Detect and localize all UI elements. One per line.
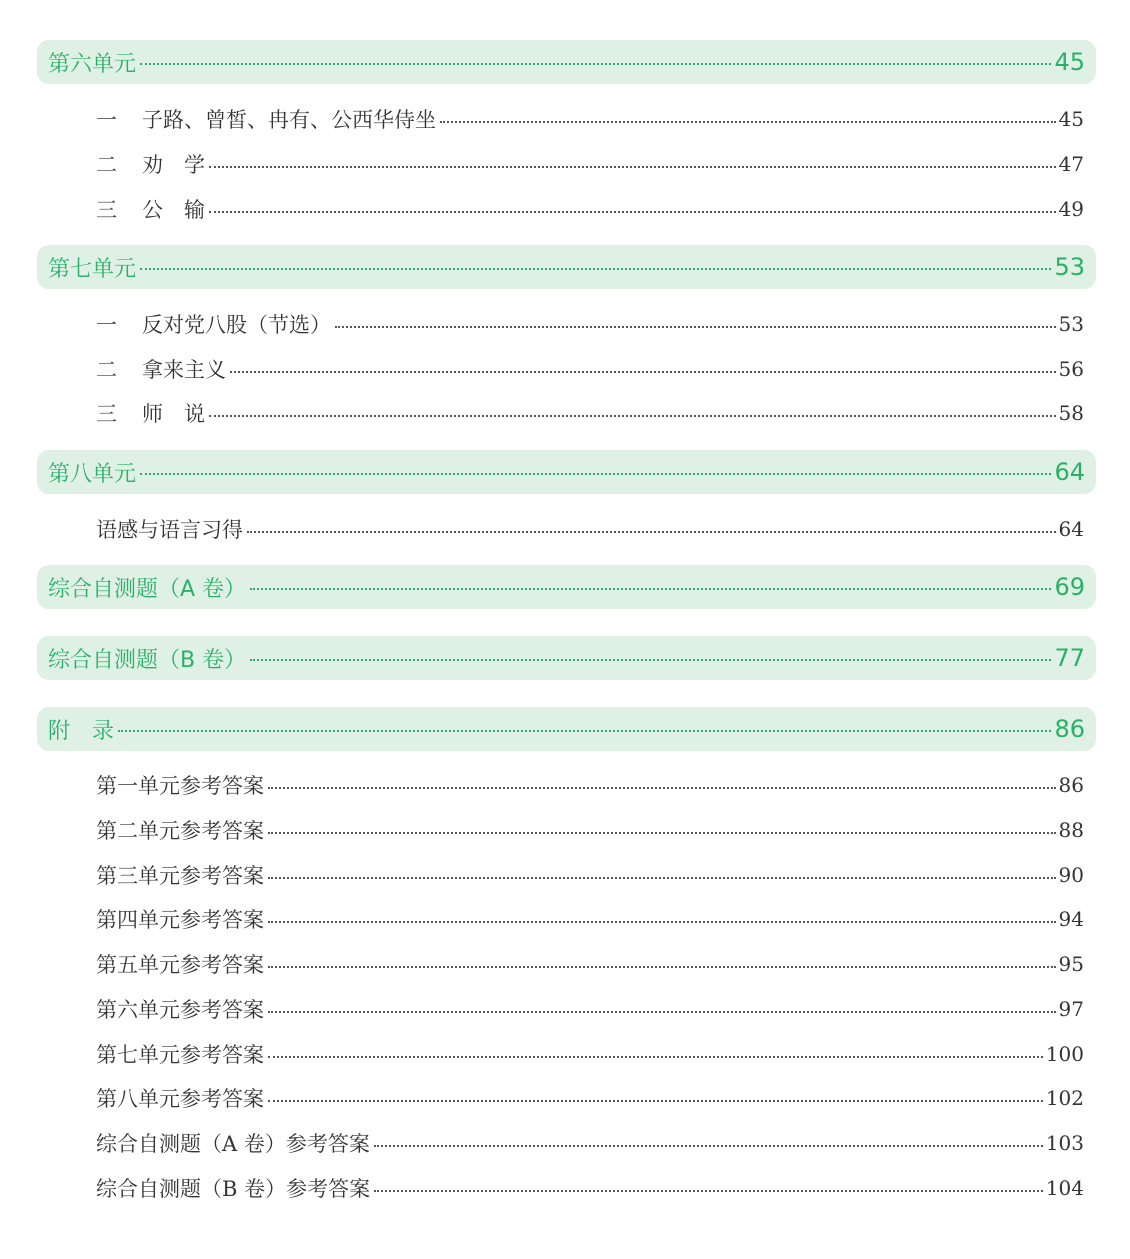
toc-entry[interactable] [96, 949, 1084, 979]
section-title: 综合自测题（B 卷） [48, 647, 247, 673]
dot-leader [140, 268, 1051, 270]
dot-leader [440, 121, 1056, 123]
dot-leader [268, 966, 1056, 968]
entry-number: 二 [96, 153, 117, 177]
toc-section-header[interactable] [37, 245, 1096, 289]
entry-number: 三 [96, 402, 117, 426]
toc-entry[interactable] [96, 860, 1084, 890]
toc-entry[interactable] [96, 309, 1084, 339]
entry-number: 二 [96, 358, 117, 382]
dot-leader [268, 1011, 1056, 1013]
dot-leader [230, 371, 1056, 373]
entry-page-number: 64 [1058, 517, 1084, 541]
dot-leader [268, 1100, 1043, 1102]
entry-title: 综合自测题（A 卷）参考答案 [96, 1132, 370, 1156]
entry-title: 拿来主义 [142, 358, 226, 382]
entry-page-number: 45 [1058, 107, 1084, 131]
entry-page-number: 90 [1058, 863, 1084, 887]
dot-leader [209, 166, 1056, 168]
entry-title: 第二单元参考答案 [96, 819, 264, 843]
dot-leader [268, 877, 1056, 879]
dot-leader [140, 473, 1051, 475]
entry-page-number: 97 [1058, 997, 1084, 1021]
dot-leader [268, 787, 1056, 789]
entry-page-number: 58 [1058, 401, 1084, 425]
entry-title: 第三单元参考答案 [96, 864, 264, 888]
entry-page-number: 88 [1058, 818, 1084, 842]
toc-entry[interactable] [96, 1039, 1084, 1069]
dot-leader [118, 730, 1051, 732]
entry-number: 三 [96, 198, 117, 222]
entry-title: 语感与语言习得 [96, 518, 243, 542]
entry-title: 第七单元参考答案 [96, 1043, 264, 1067]
section-title: 第六单元 [48, 51, 137, 77]
toc-section-header[interactable] [37, 565, 1096, 609]
toc-entry[interactable] [96, 354, 1084, 384]
entry-page-number: 95 [1058, 952, 1084, 976]
dot-leader [250, 659, 1051, 661]
entry-page-number: 47 [1058, 152, 1084, 176]
dot-leader [268, 832, 1056, 834]
entry-title: 反对党八股（节选） [142, 313, 331, 337]
toc-entry[interactable] [96, 1173, 1084, 1203]
toc-entry[interactable] [96, 514, 1084, 544]
entry-page-number: 104 [1045, 1176, 1084, 1200]
toc-entry[interactable] [96, 194, 1084, 224]
dot-leader [209, 415, 1056, 417]
entry-title: 第四单元参考答案 [96, 908, 264, 932]
entry-title: 第一单元参考答案 [96, 774, 264, 798]
entry-page-number: 102 [1045, 1086, 1084, 1110]
entry-title: 公 输 [142, 198, 205, 222]
dot-leader [374, 1190, 1043, 1192]
entry-page-number: 100 [1045, 1042, 1084, 1066]
toc-entry[interactable] [96, 149, 1084, 179]
dot-leader [250, 588, 1051, 590]
entry-number: 一 [96, 313, 117, 337]
section-page-number: 53 [1054, 253, 1085, 281]
toc-entry[interactable] [96, 104, 1084, 134]
toc-entry[interactable] [96, 398, 1084, 428]
toc-entry[interactable] [96, 1083, 1084, 1113]
entry-number: 一 [96, 108, 117, 132]
entry-title: 第六单元参考答案 [96, 998, 264, 1022]
toc-section-header[interactable] [37, 40, 1096, 84]
dot-leader [374, 1145, 1043, 1147]
dot-leader [209, 211, 1056, 213]
section-title: 第八单元 [48, 461, 137, 487]
dot-leader [268, 921, 1056, 923]
toc-section-header[interactable] [37, 636, 1096, 680]
section-page-number: 45 [1054, 48, 1085, 76]
section-page-number: 69 [1054, 573, 1085, 601]
entry-title: 第八单元参考答案 [96, 1087, 264, 1111]
entry-page-number: 53 [1058, 312, 1084, 336]
section-title: 附 录 [48, 718, 115, 744]
toc-section-header[interactable] [37, 450, 1096, 494]
entry-title: 第五单元参考答案 [96, 953, 264, 977]
entry-page-number: 56 [1058, 357, 1084, 381]
entry-page-number: 103 [1045, 1131, 1084, 1155]
toc-entry[interactable] [96, 815, 1084, 845]
entry-title: 子路、曾皙、冉有、公西华侍坐 [142, 108, 436, 132]
toc-entry[interactable] [96, 994, 1084, 1024]
dot-leader [140, 63, 1051, 65]
entry-title: 综合自测题（B 卷）参考答案 [96, 1177, 371, 1201]
toc-entry[interactable] [96, 904, 1084, 934]
section-page-number: 64 [1054, 458, 1085, 486]
dot-leader [335, 326, 1056, 328]
section-page-number: 77 [1054, 644, 1085, 672]
entry-page-number: 86 [1058, 773, 1084, 797]
entry-title: 劝 学 [142, 153, 205, 177]
dot-leader [268, 1056, 1043, 1058]
toc-entry[interactable] [96, 1128, 1084, 1158]
toc-section-header[interactable] [37, 707, 1096, 751]
section-title: 第七单元 [48, 256, 137, 282]
section-page-number: 86 [1054, 715, 1085, 743]
entry-page-number: 94 [1058, 907, 1084, 931]
dot-leader [247, 531, 1056, 533]
toc-entry[interactable] [96, 770, 1084, 800]
entry-title: 师 说 [142, 402, 205, 426]
section-title: 综合自测题（A 卷） [48, 576, 247, 602]
entry-page-number: 49 [1058, 197, 1084, 221]
